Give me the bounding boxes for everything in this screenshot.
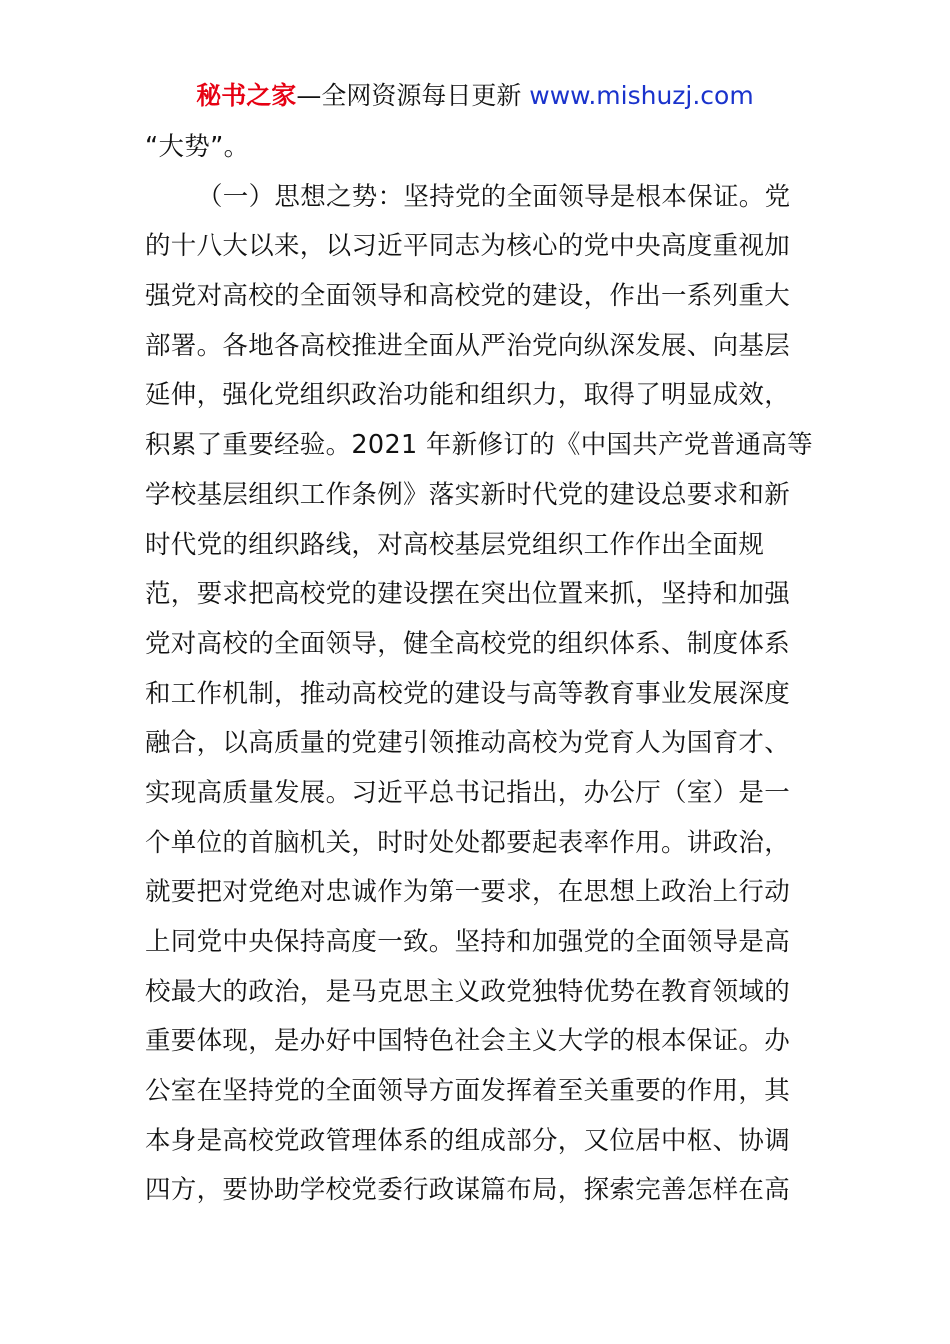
text-line: 公室在坚持党的全面领导方面发挥着至关重要的作用，其 (145, 1076, 791, 1107)
text-line: 就要把对党绝对忠诚作为第一要求，在思想上政治上行动 (145, 877, 791, 908)
text-line: 个单位的首脑机关，时时处处都要起表率作用。讲政治， (145, 827, 791, 858)
site-brand: 秘书之家 (196, 81, 297, 110)
text-line: 融合，以高质量的党建引领推动高校为党育人为国育才、 (145, 728, 791, 759)
text-line: 和工作机制，推动高校党的建设与高等教育事业发展深度 (145, 678, 791, 709)
text-line: 四方，要协助学校党委行政谋篇布局，探索完善怎样在高 (145, 1175, 791, 1206)
text-line: 延伸，强化党组织政治功能和组织力，取得了明显成效， (145, 380, 791, 411)
text-line: 积累了重要经验。2021 年新修订的《中国共产党普通高等 (145, 430, 813, 461)
text-line: 范，要求把高校党的建设摆在突出位置来抓，坚持和加强 (145, 579, 791, 610)
text-line: 时代党的组织路线，对高校基层党组织工作作出全面规 (145, 529, 765, 560)
text-line: 校最大的政治，是马克思主义政党独特优势在教育领域的 (145, 976, 791, 1007)
text-line: 强党对高校的全面领导和高校党的建设，作出一系列重大 (145, 281, 791, 312)
paragraph-heading-line: （一）思想之势：坚持党的全面领导是根本保证。党 (197, 181, 791, 212)
site-header (0, 78, 950, 114)
text-line: 重要体现，是办好中国特色社会主义大学的根本保证。办 (145, 1026, 791, 1057)
site-url-link[interactable]: www.mishuzj.com (529, 81, 754, 110)
text-line: “大势”。 (145, 132, 250, 162)
text-line: 学校基层组织工作条例》落实新时代党的建设总要求和新 (145, 479, 791, 510)
text-line: 上同党中央保持高度一致。坚持和加强党的全面领导是高 (145, 927, 791, 957)
site-tagline: —全网资源每日更新 (296, 81, 522, 110)
text-line: 的十八大以来，以习近平同志为核心的党中央高度重视加 (145, 231, 791, 262)
text-line: 本身是高校党政管理体系的组成部分，又位居中枢、协调 (145, 1125, 791, 1156)
text-line: 党对高校的全面领导，健全高校党的组织体系、制度体系 (145, 628, 791, 659)
text-line: 实现高质量发展。习近平总书记指出，办公厅（室）是一 (145, 777, 791, 808)
document-body (145, 123, 813, 1216)
text-line: 部署。各地各高校推进全面从严治党向纵深发展、向基层 (145, 330, 791, 361)
